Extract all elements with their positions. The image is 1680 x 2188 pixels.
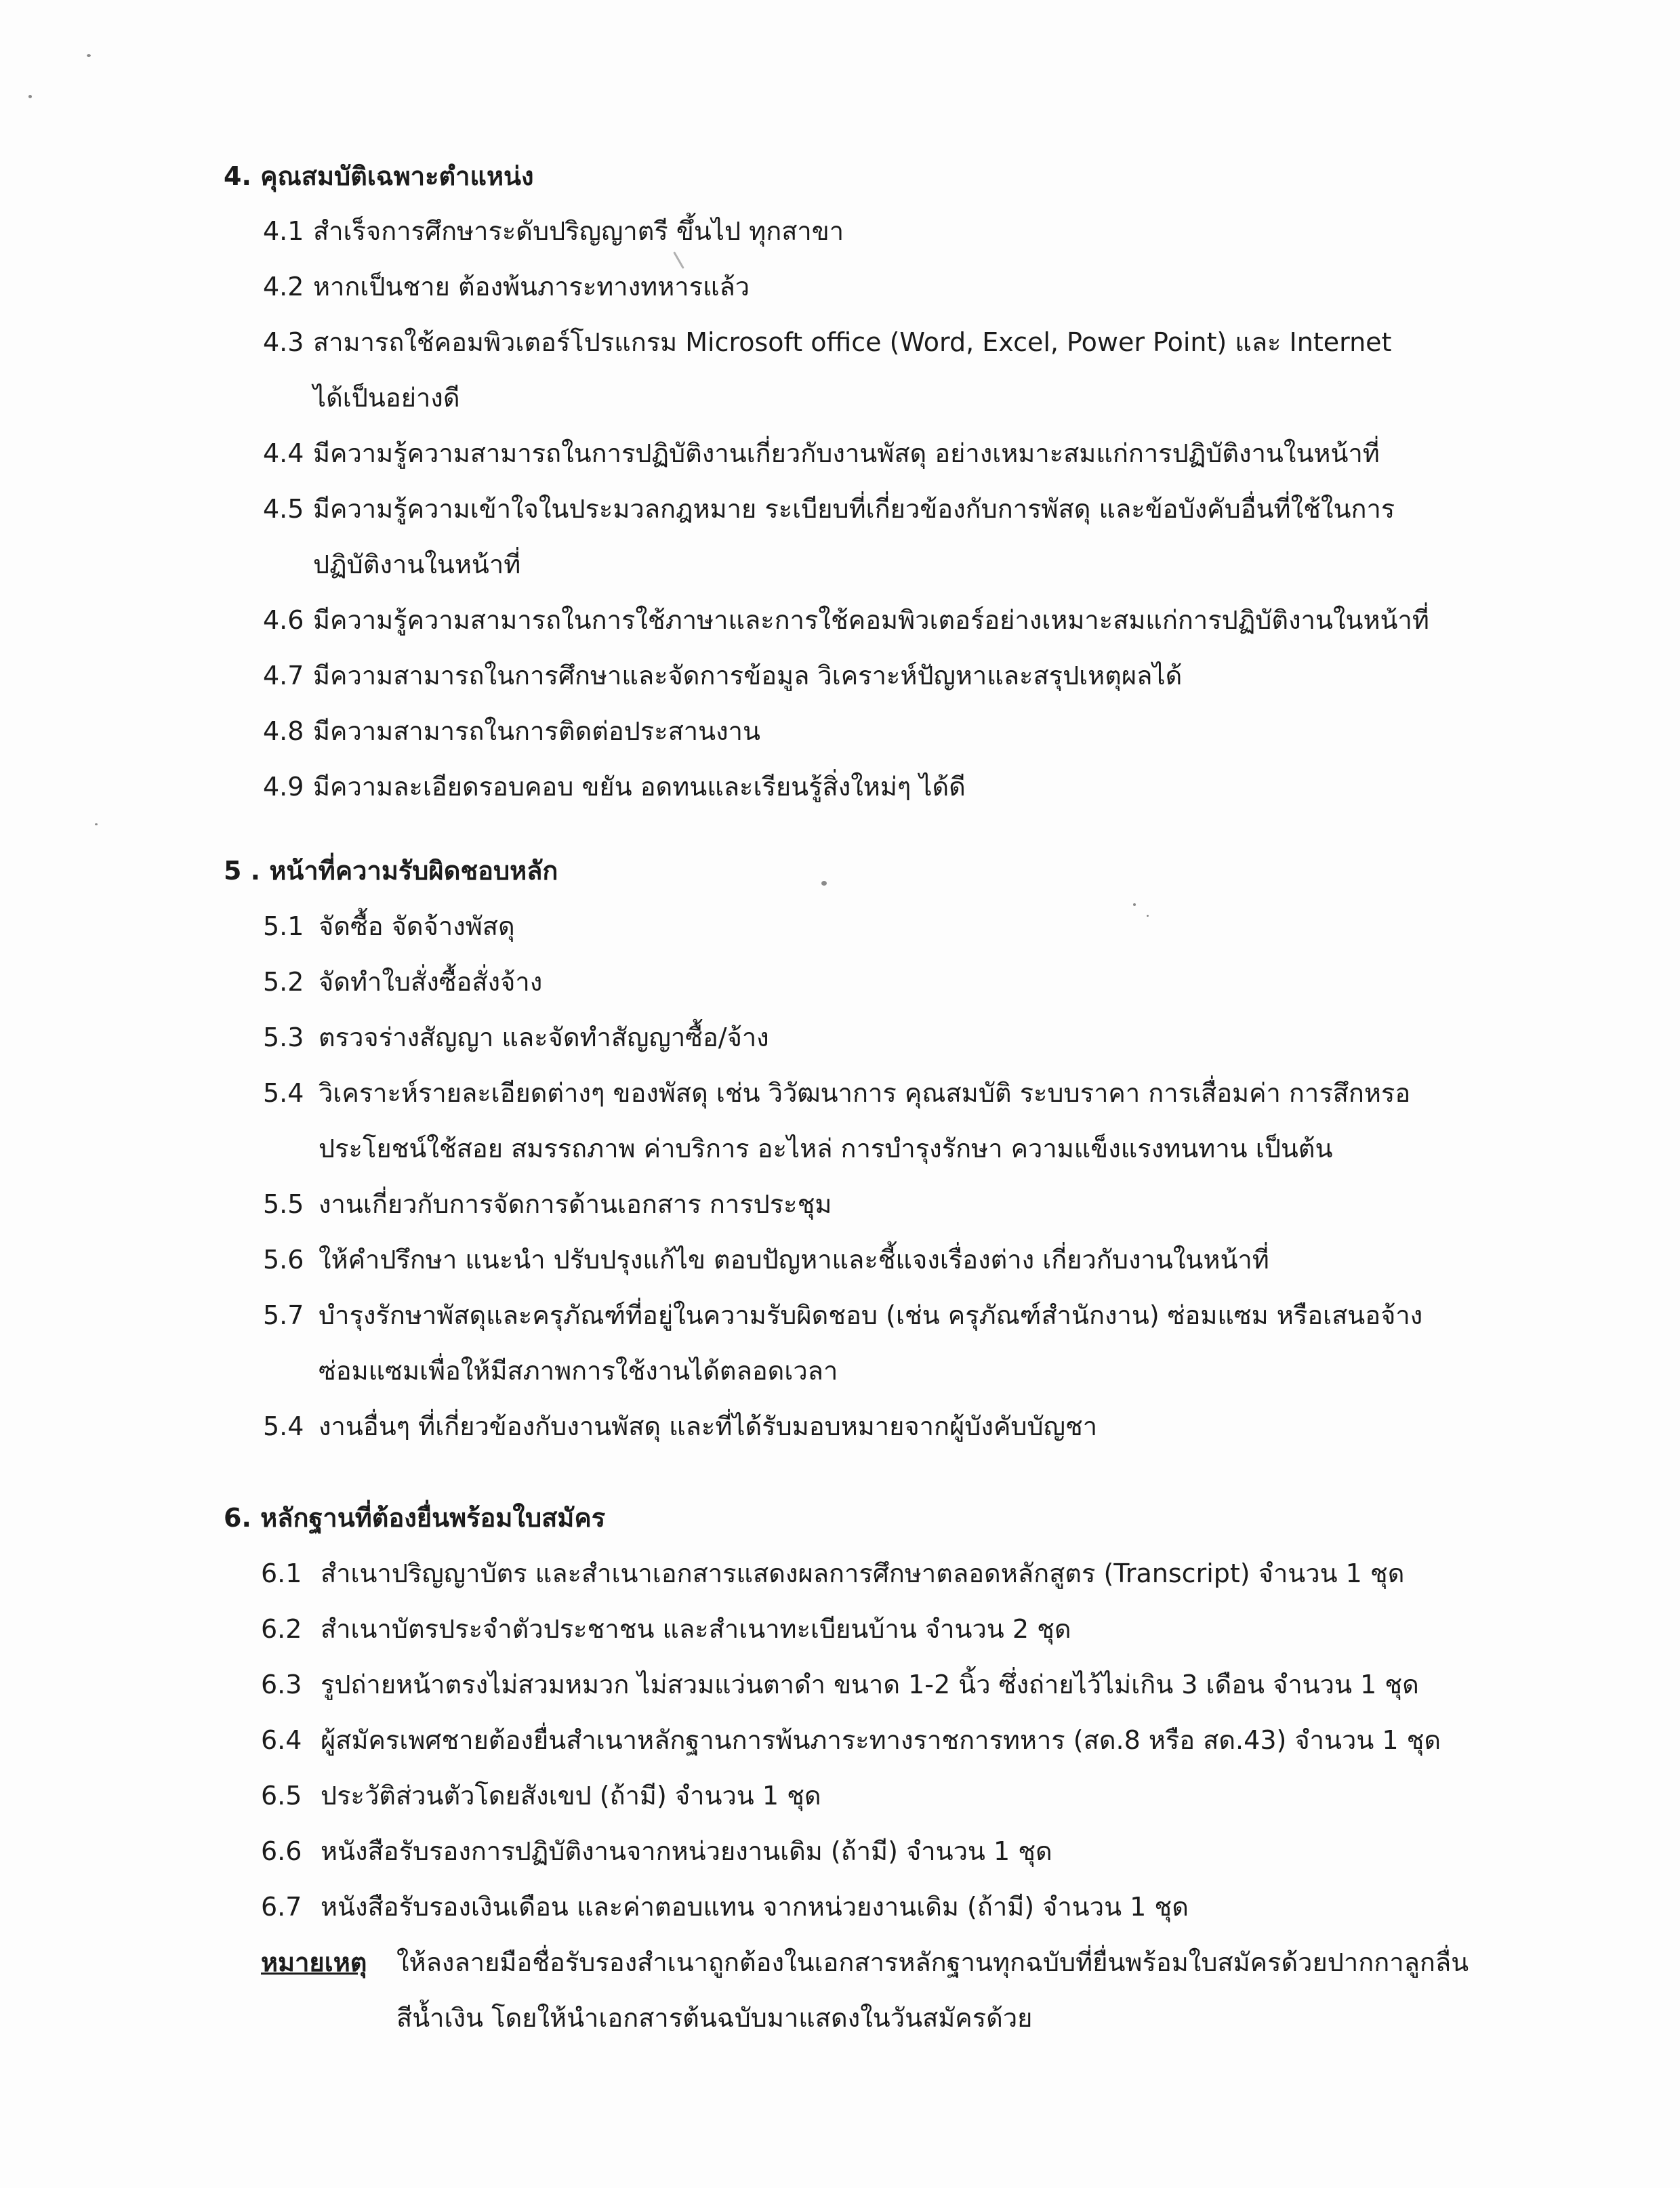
item-number: 5.6 [263, 1245, 304, 1275]
item-text: มีความละเอียดรอบคอบ ขยัน อดทนและเรียนรู้สิ่งใหม่ๆ ได้ดี [313, 772, 966, 802]
item-text: วิเคราะห์รายละเอียดต่างๆ ของพัสดุ เช่น วิวัฒนาการ คุณสมบัติ ระบบราคา การเสื่อมค่า การสึกหรอ [319, 1078, 1411, 1108]
item-text: หนังสือรับรองการปฏิบัติงานจากหน่วยงานเดิม (ถ้ามี) จำนวน 1 ชุด [321, 1836, 1052, 1866]
item-text: สำเร็จการศึกษาระดับปริญญาตรี ขึ้นไป ทุกสาขา [313, 216, 844, 246]
item-text: มีความสามารถในการติดต่อประสานงาน [313, 716, 760, 746]
scan-speck [1133, 903, 1136, 906]
item-text: หนังสือรับรองเงินเดือน และค่าตอบแทน จากหน่วยงานเดิม (ถ้ามี) จำนวน 1 ชุด [321, 1892, 1189, 1922]
item-text: สามารถใช้คอมพิวเตอร์โปรแกรม Microsoft office (Word, Excel, Power Point) และ Internet [313, 327, 1392, 357]
item-number: 5.3 [263, 1023, 304, 1052]
item-text: สำเนาบัตรประจำตัวประชาชน และสำเนาทะเบียนบ้าน จำนวน 2 ชุด [321, 1614, 1071, 1644]
item-number: 4.6 [263, 605, 304, 635]
item-number: 5.1 [263, 911, 304, 941]
note-label: หมายเหตุ [261, 1947, 367, 1977]
note-text: ให้ลงลายมือชื่อรับรองสำเนาถูกต้องในเอกสารหลักฐานทุกฉบับที่ยื่นพร้อมใบสมัครด้วยปากกาลูกลื่น [396, 1947, 1469, 1977]
item-number: 4.8 [263, 716, 304, 746]
item-text: จัดทำใบสั่งซื้อสั่งจ้าง [319, 967, 543, 997]
item-text: มีความรู้ความสามารถในการใช้ภาษาและการใช้คอมพิวเตอร์อย่างเหมาะสมแก่การปฏิบัติงานในหน้าที่ [313, 605, 1429, 635]
note-text: สีน้ำเงิน โดยให้นำเอกสารต้นฉบับมาแสดงในวันสมัครด้วย [396, 2003, 1033, 2033]
item-text: ประวัติส่วนตัวโดยสังเขป (ถ้ามี) จำนวน 1 ชุด [321, 1781, 821, 1811]
scan-speck [821, 881, 827, 886]
item-text: ผู้สมัครเพศชายต้องยื่นสำเนาหลักฐานการพ้นภาระทางราชการทหาร (สด.8 หรือ สด.43) จำนวน 1 ชุด [321, 1725, 1441, 1755]
item-text: หากเป็นชาย ต้องพ้นภาระทางทหารแล้ว [313, 272, 750, 302]
item-number: 5.4 [263, 1411, 304, 1441]
scan-speck [95, 823, 98, 825]
item-number: 6.1 [261, 1559, 302, 1588]
item-number: 5.4 [263, 1078, 304, 1108]
item-text: บำรุงรักษาพัสดุและครุภัณฑ์ที่อยู่ในความรับผิดชอบ (เช่น ครุภัณฑ์สำนักงาน) ซ่อมแซม หรือเสนอจ้าง [319, 1300, 1423, 1330]
item-number: 5.7 [263, 1300, 304, 1330]
item-text: ปฏิบัติงานในหน้าที่ [313, 550, 521, 579]
item-number: 4.1 [263, 216, 304, 246]
section-4-heading: 4. คุณสมบัติเฉพาะตำแหน่ง [224, 161, 534, 191]
item-text: งานเกี่ยวกับการจัดการด้านเอกสาร การประชุม [319, 1189, 832, 1219]
item-number: 5.2 [263, 967, 304, 997]
item-number: 4.7 [263, 661, 304, 690]
item-number: 4.4 [263, 438, 304, 468]
item-number: 6.6 [261, 1836, 302, 1866]
item-number: 4.9 [263, 772, 304, 802]
item-text: มีความรู้ความสามารถในการปฏิบัติงานเกี่ยวกับงานพัสดุ อย่างเหมาะสมแก่การปฏิบัติงานในหน้าที่ [313, 438, 1380, 468]
item-number: 4.2 [263, 272, 304, 302]
section-6-heading: 6. หลักฐานที่ต้องยื่นพร้อมใบสมัคร [224, 1503, 606, 1533]
item-number: 6.3 [261, 1670, 302, 1699]
scan-speck [28, 95, 32, 98]
item-text: มีความรู้ความเข้าใจในประมวลกฎหมาย ระเบียบที่เกี่ยวข้องกับการพัสดุ และข้อบังคับอื่นที่ใช้ในการ [313, 494, 1395, 524]
item-text: ตรวจร่างสัญญา และจัดทำสัญญาซื้อ/จ้าง [319, 1023, 769, 1052]
item-text: มีความสามารถในการศึกษาและจัดการข้อมูล วิเคราะห์ปัญหาและสรุปเหตุผลได้ [313, 661, 1183, 690]
item-number: 6.5 [261, 1781, 302, 1811]
scan-speck [1147, 915, 1149, 917]
item-text: สำเนาปริญญาบัตร และสำเนาเอกสารแสดงผลการศึกษาตลอดหลักสูตร (Transcript) จำนวน 1 ชุด [321, 1559, 1405, 1588]
item-number: 6.2 [261, 1614, 302, 1644]
item-text: รูปถ่ายหน้าตรงไม่สวมหมวก ไม่สวมแว่นตาดำ ขนาด 1-2 นิ้ว ซึ่งถ่ายไว้ไม่เกิน 3 เดือน จำนวน 1 ชุด [321, 1670, 1419, 1699]
item-number: 5.5 [263, 1189, 304, 1219]
item-number: 6.4 [261, 1725, 302, 1755]
section-5-heading: 5 . หน้าที่ความรับผิดชอบหลัก [224, 856, 558, 886]
item-text: จัดซื้อ จัดจ้างพัสดุ [319, 911, 515, 941]
item-number: 4.3 [263, 327, 304, 357]
scan-speck [87, 54, 91, 57]
item-text: ประโยชน์ใช้สอย สมรรถภาพ ค่าบริการ อะไหล่ การบำรุงรักษา ความแข็งแรงทนทาน เป็นต้น [319, 1134, 1333, 1163]
item-text: ซ่อมแซมเพื่อให้มีสภาพการใช้งานได้ตลอดเวลา [319, 1356, 838, 1386]
item-number: 6.7 [261, 1892, 302, 1922]
item-number: 4.5 [263, 494, 304, 524]
item-text: ได้เป็นอย่างดี [313, 383, 460, 413]
item-text: ให้คำปรึกษา แนะนำ ปรับปรุงแก้ไข ตอบปัญหาและชี้แจงเรื่องต่าง เกี่ยวกับงานในหน้าที่ [319, 1245, 1269, 1275]
item-text: งานอื่นๆ ที่เกี่ยวข้องกับงานพัสดุ และที่ได้รับมอบหมายจากผู้บังคับบัญชา [319, 1411, 1098, 1441]
